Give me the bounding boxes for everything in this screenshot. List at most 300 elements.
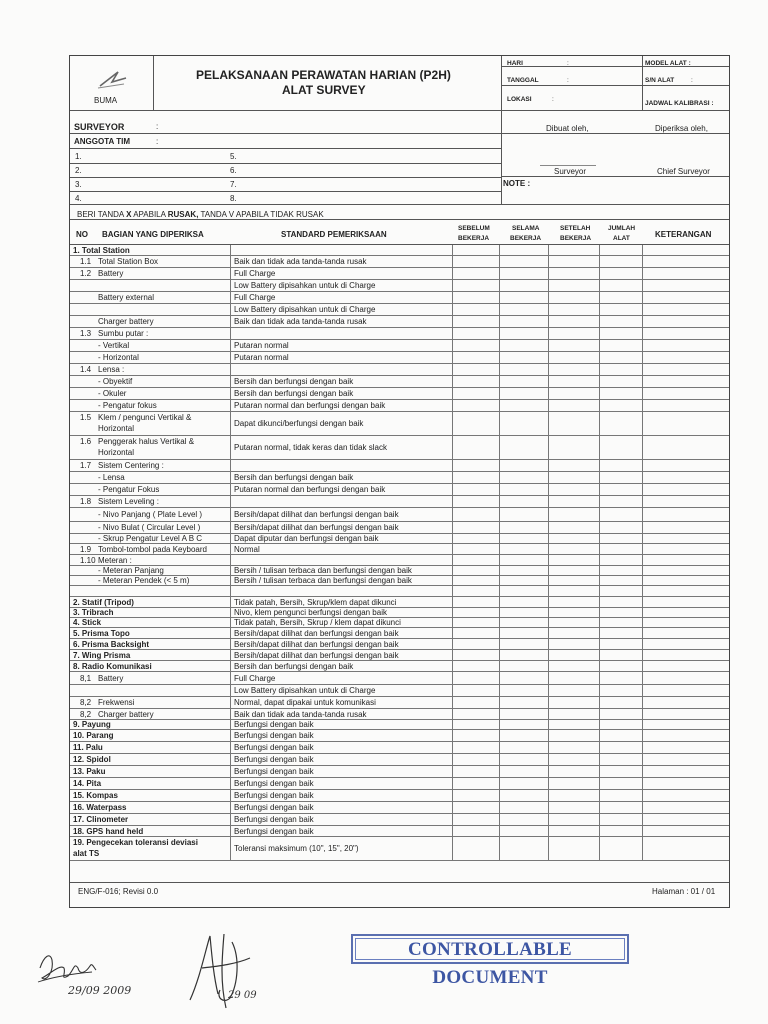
table-cell-border	[548, 340, 549, 351]
row-standard: Berfungsi dengan baik	[234, 791, 314, 800]
table-cell-border	[548, 364, 549, 375]
instruction-part: APABILA	[133, 210, 166, 219]
row-standard: Baik dan tidak ada tanda-tanda rusak	[234, 709, 367, 719]
divider	[153, 56, 154, 110]
table-cell-border	[548, 661, 549, 671]
col-jumlah: ALAT	[613, 235, 630, 242]
table-cell-border	[230, 328, 231, 339]
row-number: 3. Tribrach	[73, 608, 114, 617]
table-cell-border	[452, 709, 453, 719]
table-cell-border	[642, 328, 643, 339]
table-cell-border	[499, 352, 500, 363]
table-row	[70, 618, 729, 628]
table-row	[70, 576, 729, 586]
member-number: 3.	[75, 180, 82, 189]
row-item: Sistem Leveling :	[98, 497, 159, 506]
table-cell-border	[548, 618, 549, 627]
table-cell-border	[230, 566, 231, 575]
table-cell-border	[230, 376, 231, 387]
table-row	[70, 597, 729, 608]
row-number: 1.4	[80, 365, 92, 374]
table-cell-border	[642, 802, 643, 813]
row-standard: Berfungsi dengan baik	[234, 731, 314, 740]
table-row	[70, 245, 729, 256]
table-cell-border	[548, 628, 549, 638]
jadwal-kalibrasi-label: JADWAL KALIBRASI :	[645, 100, 714, 107]
table-row	[70, 376, 729, 388]
row-item: Penggerak halus Vertikal &	[98, 437, 195, 446]
buma-logo-icon	[92, 68, 132, 92]
row-standard: Putaran normal	[234, 341, 289, 350]
table-row	[70, 814, 729, 826]
table-cell-border	[642, 400, 643, 411]
row-standard: Full Charge	[234, 293, 276, 302]
row-item: - Lensa	[98, 473, 125, 482]
table-cell-border	[452, 508, 453, 521]
table-cell-border	[499, 742, 500, 753]
table-cell-border	[230, 672, 231, 684]
table-cell-border	[642, 412, 643, 435]
table-row	[70, 628, 729, 639]
table-cell-border	[548, 388, 549, 399]
table-row	[70, 304, 729, 316]
table-cell-border	[452, 388, 453, 399]
divider	[501, 56, 502, 133]
table-cell-border	[230, 280, 231, 291]
table-cell-border	[230, 436, 231, 459]
row-standard: Putaran normal, tidak keras dan tidak slack	[234, 443, 387, 452]
divider	[70, 148, 501, 149]
row-standard: Low Battery dipisahkan untuk di Charge	[234, 281, 376, 290]
table-cell-border	[642, 555, 643, 565]
table-cell-border	[642, 484, 643, 495]
table-cell-border	[230, 650, 231, 660]
anggota-tim-label: ANGGOTA TIM	[74, 137, 130, 146]
table-cell-border	[599, 576, 600, 585]
table-cell-border	[548, 730, 549, 741]
table-row	[70, 328, 729, 340]
row-standard: Putaran normal dan berfungsi dengan baik	[234, 401, 386, 410]
table-cell-border	[499, 826, 500, 836]
table-cell-border	[599, 597, 600, 607]
table-cell-border	[599, 376, 600, 387]
divider	[70, 177, 501, 178]
divider	[501, 133, 502, 204]
table-cell-border	[599, 730, 600, 741]
table-row	[70, 508, 729, 522]
table-cell-border	[599, 661, 600, 671]
table-cell-border	[599, 555, 600, 565]
table-cell-border	[642, 436, 643, 459]
table-cell-border	[642, 754, 643, 765]
table-cell-border	[230, 316, 231, 327]
table-cell-border	[230, 245, 231, 255]
table-cell-border	[230, 555, 231, 565]
table-cell-border	[230, 460, 231, 471]
row-number: 16. Waterpass	[73, 803, 127, 812]
table-cell-border	[230, 304, 231, 315]
table-cell-border	[499, 328, 500, 339]
table-cell-border	[230, 628, 231, 638]
table-cell-border	[452, 555, 453, 565]
table-cell-border	[599, 256, 600, 267]
row-standard: Low Battery dipisahkan untuk di Charge	[234, 686, 376, 695]
table-cell-border	[642, 576, 643, 585]
table-cell-border	[230, 685, 231, 696]
table-cell-border	[642, 778, 643, 789]
table-row	[70, 837, 729, 861]
table-cell-border	[599, 586, 600, 596]
table-cell-border	[642, 837, 643, 860]
table-cell-border	[548, 245, 549, 255]
table-cell-border	[642, 586, 643, 596]
table-cell-border	[230, 472, 231, 483]
row-item-cont: Horizontal	[98, 448, 135, 457]
table-row	[70, 802, 729, 814]
signature-2	[180, 928, 270, 1020]
row-standard: Berfungsi dengan baik	[234, 815, 314, 824]
table-cell-border	[599, 709, 600, 719]
table-cell-border	[599, 766, 600, 777]
table-cell-border	[548, 534, 549, 543]
table-cell-border	[548, 608, 549, 617]
row-item: Charger battery	[98, 709, 154, 719]
table-cell-border	[499, 316, 500, 327]
table-cell-border	[599, 245, 600, 255]
member-number: 6.	[230, 166, 237, 175]
table-cell-border	[642, 316, 643, 327]
table-cell-border	[230, 484, 231, 495]
table-cell-border	[599, 280, 600, 291]
table-row	[70, 766, 729, 778]
table-cell-border	[548, 328, 549, 339]
table-cell-border	[452, 566, 453, 575]
table-cell-border	[499, 778, 500, 789]
lokasi-label: LOKASI	[507, 96, 532, 103]
table-cell-border	[642, 790, 643, 801]
table-row	[70, 388, 729, 400]
table-cell-border	[642, 245, 643, 255]
table-cell-border	[452, 672, 453, 684]
row-number: 1.3	[80, 329, 92, 338]
row-item: - Skrup Pengatur Level A B C	[98, 534, 203, 543]
table-row	[70, 352, 729, 364]
table-cell-border	[452, 650, 453, 660]
col-setelah: BEKERJA	[560, 235, 592, 242]
table-cell-border	[230, 352, 231, 363]
table-cell-border	[642, 639, 643, 649]
instruction-x: X	[126, 210, 132, 219]
table-cell-border	[230, 697, 231, 708]
table-cell-border	[599, 472, 600, 483]
table-row	[70, 709, 729, 720]
row-item: Klem / pengunci Vertikal &	[98, 413, 192, 422]
table-cell-border	[642, 608, 643, 617]
table-cell-border	[642, 685, 643, 696]
table-cell-border	[548, 555, 549, 565]
table-cell-border	[499, 460, 500, 471]
table-cell-border	[452, 790, 453, 801]
row-standard: Bersih/dapat dilihat dan berfungsi dengan baik	[234, 639, 399, 649]
row-standard: Full Charge	[234, 269, 276, 278]
table-cell-border	[642, 292, 643, 303]
row-item: - Pengatur fokus	[98, 401, 157, 410]
hari-label: HARI	[507, 60, 523, 67]
table-cell-border	[499, 544, 500, 554]
row-number: 7. Wing Prisma	[73, 650, 131, 660]
table-cell-border	[230, 778, 231, 789]
table-cell-border	[452, 618, 453, 627]
table-row	[70, 790, 729, 802]
table-cell-border	[548, 597, 549, 607]
table-cell-border	[548, 837, 549, 860]
table-cell-border	[548, 742, 549, 753]
col-bagian: BAGIAN YANG DIPERIKSA	[102, 230, 204, 239]
row-item: Battery	[98, 673, 124, 683]
row-number: 13. Paku	[73, 767, 106, 776]
table-row	[70, 364, 729, 376]
col-sebelum: BEKERJA	[458, 235, 490, 242]
table-cell-border	[499, 576, 500, 585]
table-cell-border	[230, 400, 231, 411]
table-cell-border	[499, 256, 500, 267]
table-cell-border	[642, 544, 643, 554]
table-cell-border	[599, 534, 600, 543]
row-standard: Berfungsi dengan baik	[234, 803, 314, 812]
table-cell-border	[548, 292, 549, 303]
table-cell-border	[230, 790, 231, 801]
table-cell-border	[642, 709, 643, 719]
table-cell-border	[548, 484, 549, 495]
table-cell-border	[642, 508, 643, 521]
table-cell-border	[599, 436, 600, 459]
table-cell-border	[230, 608, 231, 617]
table-row	[70, 720, 729, 730]
row-standard: Bersih/dapat dilihat dan berfungsi dengan baik	[234, 650, 399, 660]
table-cell-border	[452, 754, 453, 765]
row-standard: Berfungsi dengan baik	[234, 755, 314, 764]
table-cell-border	[230, 754, 231, 765]
table-cell-border	[599, 460, 600, 471]
instruction-part: TANDA V APABILA TIDAK RUSAK	[200, 210, 324, 219]
table-cell-border	[499, 484, 500, 495]
table-cell-border	[452, 742, 453, 753]
row-number: 11. Palu	[73, 743, 103, 752]
table-cell-border	[499, 522, 500, 533]
table-cell-border	[452, 496, 453, 507]
table-cell-border	[499, 245, 500, 255]
table-cell-border	[230, 709, 231, 719]
surveyor-label: SURVEYOR	[74, 122, 125, 132]
table-cell-border	[230, 826, 231, 836]
table-cell-border	[452, 328, 453, 339]
table-cell-border	[452, 597, 453, 607]
table-cell-border	[548, 522, 549, 533]
row-item: - Pengatur Fokus	[98, 485, 160, 494]
col-sebelum: SEBELUM	[458, 225, 490, 232]
checklist-table	[70, 245, 729, 881]
row-standard: Berfungsi dengan baik	[234, 743, 314, 752]
table-cell-border	[548, 304, 549, 315]
table-cell-border	[642, 280, 643, 291]
row-number-cont: alat TS	[73, 849, 100, 858]
row-standard: Low Battery dipisahkan untuk di Charge	[234, 305, 376, 314]
table-cell-border	[230, 742, 231, 753]
table-cell-border	[599, 566, 600, 575]
table-cell-border	[548, 316, 549, 327]
table-cell-border	[230, 576, 231, 585]
table-cell-border	[230, 508, 231, 521]
table-cell-border	[548, 709, 549, 719]
table-cell-border	[548, 766, 549, 777]
row-number: 1.1	[80, 257, 92, 266]
table-cell-border	[642, 814, 643, 825]
table-cell-border	[452, 316, 453, 327]
colon: :	[567, 60, 569, 67]
table-cell-border	[230, 730, 231, 741]
table-cell-border	[642, 730, 643, 741]
table-cell-border	[642, 697, 643, 708]
table-cell-border	[548, 460, 549, 471]
row-item: - Vertikal	[98, 341, 130, 350]
divider	[70, 882, 729, 883]
row-item: Sumbu putar :	[98, 329, 149, 338]
table-row	[70, 639, 729, 650]
table-cell-border	[499, 340, 500, 351]
row-number: 1.7	[80, 461, 92, 470]
table-cell-border	[599, 826, 600, 836]
table-cell-border	[452, 364, 453, 375]
table-cell-border	[499, 496, 500, 507]
table-cell-border	[642, 352, 643, 363]
row-standard: Full Charge	[234, 673, 276, 683]
tanggal-label: TANGGAL	[507, 77, 539, 84]
table-row	[70, 472, 729, 484]
table-row	[70, 566, 729, 576]
table-cell-border	[642, 826, 643, 836]
colon: :	[691, 77, 693, 84]
row-item: - Meteran Pendek (< 5 m)	[98, 576, 190, 585]
buma-logo	[92, 68, 132, 92]
table-row	[70, 650, 729, 661]
table-cell-border	[499, 650, 500, 660]
table-cell-border	[452, 400, 453, 411]
table-cell-border	[499, 280, 500, 291]
table-row	[70, 534, 729, 544]
row-number: 17. Clinometer	[73, 815, 129, 824]
instruction-rusak: RUSAK,	[167, 210, 199, 219]
table-cell-border	[548, 802, 549, 813]
table-cell-border	[499, 618, 500, 627]
signature-date-2: 29 09	[228, 990, 257, 1001]
diperiksa-oleh-label: Diperiksa oleh,	[655, 124, 708, 133]
table-cell-border	[642, 460, 643, 471]
table-cell-border	[499, 566, 500, 575]
signature-date-1: 29/09 2009	[68, 984, 132, 997]
row-standard: Putaran normal	[234, 353, 289, 362]
dibuat-oleh-label: Dibuat oleh,	[546, 124, 589, 133]
table-cell-border	[599, 628, 600, 638]
table-cell-border	[599, 292, 600, 303]
table-cell-border	[499, 400, 500, 411]
colon: :	[156, 122, 159, 131]
table-cell-border	[452, 628, 453, 638]
row-number: 8,1	[80, 673, 92, 683]
table-cell-border	[230, 388, 231, 399]
table-cell-border	[599, 412, 600, 435]
table-cell-border	[642, 496, 643, 507]
page-title: PELAKSANAAN PERAWATAN HARIAN (P2H)	[196, 68, 451, 82]
row-standard: Normal, dapat dipakai untuk komunikasi	[234, 698, 376, 707]
table-cell-border	[599, 608, 600, 617]
member-number: 4.	[75, 194, 82, 203]
table-cell-border	[599, 650, 600, 660]
member-number: 2.	[75, 166, 82, 175]
table-cell-border	[452, 826, 453, 836]
row-item: - Nivo Bulat ( Circular Level )	[98, 523, 201, 532]
row-standard: Berfungsi dengan baik	[234, 826, 314, 836]
instruction-part: BERI TANDA	[77, 210, 124, 219]
row-number: 1.2	[80, 269, 92, 278]
col-jumlah: JUMLAH	[608, 225, 636, 232]
row-item: - Horizontal	[98, 353, 139, 362]
row-number: 19. Pengecekan toleransi deviasi	[73, 838, 198, 847]
table-cell-border	[499, 720, 500, 729]
table-cell-border	[499, 697, 500, 708]
row-item: - Meteran Panjang	[98, 566, 164, 575]
table-cell-border	[548, 790, 549, 801]
table-cell-border	[499, 304, 500, 315]
row-number: 8,2	[80, 698, 92, 707]
table-cell-border	[452, 685, 453, 696]
table-cell-border	[642, 628, 643, 638]
table-cell-border	[499, 685, 500, 696]
sn-alat-label: S/N ALAT	[645, 77, 675, 84]
table-cell-border	[642, 650, 643, 660]
table-cell-border	[548, 778, 549, 789]
table-cell-border	[548, 280, 549, 291]
table-cell-border	[548, 826, 549, 836]
table-cell-border	[230, 256, 231, 267]
table-cell-border	[599, 328, 600, 339]
table-cell-border	[499, 292, 500, 303]
table-cell-border	[230, 496, 231, 507]
row-number: 8,2	[80, 709, 92, 719]
table-cell-border	[642, 597, 643, 607]
row-number: 9. Payung	[73, 720, 111, 729]
table-cell-border	[499, 268, 500, 279]
table-cell-border	[599, 388, 600, 399]
form-sheet	[69, 55, 730, 908]
table-cell-border	[452, 304, 453, 315]
table-row	[70, 672, 729, 685]
table-cell-border	[548, 720, 549, 729]
row-item: Battery	[98, 269, 124, 278]
row-item: Total Station Box	[98, 257, 159, 266]
table-row	[70, 742, 729, 754]
table-cell-border	[642, 256, 643, 267]
table-cell-border	[230, 364, 231, 375]
table-cell-border	[548, 586, 549, 596]
table-cell-border	[230, 586, 231, 596]
table-cell-border	[499, 534, 500, 543]
table-cell-border	[599, 340, 600, 351]
table-cell-border	[230, 340, 231, 351]
note-label: NOTE :	[503, 179, 531, 188]
table-cell-border	[499, 730, 500, 741]
row-number: 12. Spidol	[73, 755, 111, 764]
table-cell-border	[599, 316, 600, 327]
